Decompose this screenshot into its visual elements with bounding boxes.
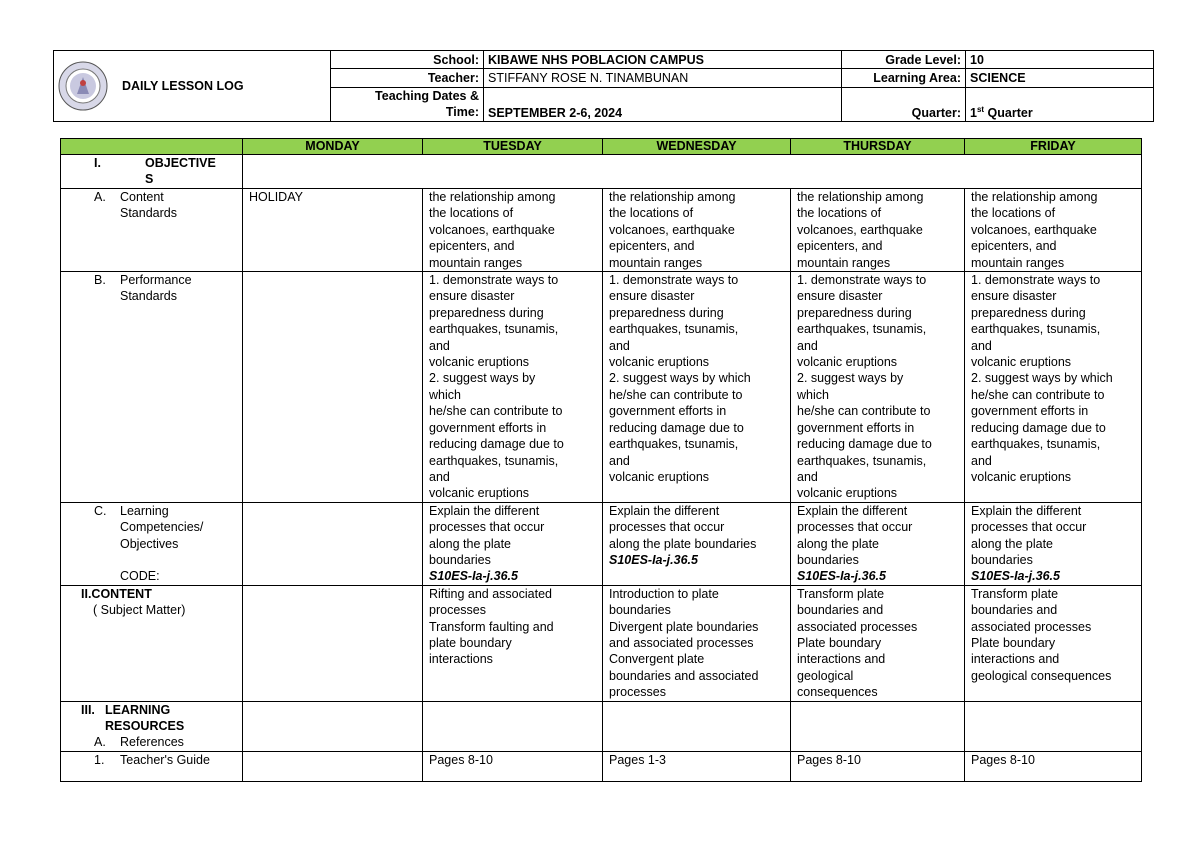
table-cell: the relationship among the locations of volcanoes, earthquake epicenters, and mountain ranges (603, 189, 791, 272)
learning-area-label: Learning Area: (842, 69, 966, 87)
table-cell (243, 272, 423, 503)
performance-standards-row (61, 272, 1142, 503)
day-header-row (61, 139, 1142, 155)
competency-code: S10ES-Ia-j.36.5 (971, 569, 1060, 584)
table-cell: 1. demonstrate ways to ensure disaster preparedness during earthquakes, tsunamis, and volcanic eruptions 2. suggest ways by which he/she can contribute to government efforts in reducing damage due to earthquakes, tsunamis, and volcanic eruptions (603, 272, 791, 503)
table-cell: Explain the different processes that occur along the plate boundaries S10ES-Ia-j.36.5 (423, 502, 603, 585)
teaching-dates-value: SEPTEMBER 2-6, 2024 (484, 87, 842, 122)
content-row (61, 585, 1142, 701)
day-header: WEDNESDAY (603, 139, 791, 155)
teacher-value: STIFFANY ROSE N. TINAMBUNAN (484, 69, 842, 87)
table-cell (965, 701, 1142, 751)
performance-standards-label: B. Performance Standards (61, 272, 243, 503)
day-header: TUESDAY (423, 139, 603, 155)
table-cell: Rifting and associated processes Transform faulting and plate boundary interactions (423, 585, 603, 701)
table-cell: Explain the different processes that occur along the plate boundaries S10ES-Ia-j.36.5 (791, 502, 965, 585)
table-cell (243, 502, 423, 585)
objectives-cell (243, 155, 1142, 189)
lesson-log-table (60, 138, 1142, 782)
school-value: KIBAWE NHS POBLACION CAMPUS (484, 51, 842, 69)
teacher-label: Teacher: (331, 69, 484, 87)
table-cell (243, 701, 423, 751)
learning-area-value: SCIENCE (966, 69, 1154, 87)
table-cell: 1. demonstrate ways to ensure disaster preparedness during earthquakes, tsunamis, and volcanic eruptions 2. suggest ways by which he/she can contribute to government efforts in reducing damage due to earthquakes, tsunamis, and volcanic eruptions (965, 272, 1142, 503)
competency-code: S10ES-Ia-j.36.5 (609, 552, 698, 567)
teaching-dates-label: Teaching Dates & Time: (331, 87, 484, 122)
table-cell: Introduction to plate boundaries Divergent plate boundaries and associated processes Convergent plate boundaries and associated processes (603, 585, 791, 701)
school-label: School: (331, 51, 484, 69)
teachers-guide-row (61, 751, 1142, 781)
table-cell: Transform plate boundaries and associated processes Plate boundary interactions and geological consequences (965, 585, 1142, 701)
content-standards-label: A. Content Standards (61, 189, 243, 272)
table-cell: 1. demonstrate ways to ensure disaster preparedness during earthquakes, tsunamis, and volcanic eruptions 2. suggest ways by which he/she can contribute to government efforts in reducing damage due to earthquakes, tsunamis, and volcanic eruptions (423, 272, 603, 503)
day-header: FRIDAY (965, 139, 1142, 155)
day-header-blank (61, 139, 243, 155)
learning-competencies-row (61, 502, 1142, 585)
document-title: DAILY LESSON LOG (122, 79, 244, 93)
competency-code: S10ES-Ia-j.36.5 (797, 569, 886, 584)
table-cell: 1. demonstrate ways to ensure disaster preparedness during earthquakes, tsunamis, and volcanic eruptions 2. suggest ways by which he/she can contribute to government efforts in reducing damage due to earthquakes, tsunamis, and volcanic eruptions (791, 272, 965, 503)
table-cell (243, 751, 423, 781)
table-cell: Transform plate boundaries and associated processes Plate boundary interactions and geological consequences (791, 585, 965, 701)
learning-resources-label: III. LEARNING RESOURCES A. References (61, 701, 243, 751)
grade-level-value: 10 (966, 51, 1154, 69)
table-cell: Pages 8-10 (791, 751, 965, 781)
day-header: MONDAY (243, 139, 423, 155)
table-cell: Explain the different processes that occur along the plate boundaries S10ES-Ia-j.36.5 (965, 502, 1142, 585)
grade-level-label: Grade Level: (842, 51, 966, 69)
table-cell (603, 701, 791, 751)
deped-seal-icon (58, 61, 108, 111)
learning-resources-row (61, 701, 1142, 751)
table-cell: the relationship among the locations of volcanoes, earthquake epicenters, and mountain ranges (423, 189, 603, 272)
learning-competencies-label: C. Learning Competencies/ Objectives CODE: (61, 502, 243, 585)
lesson-log-header (53, 50, 1154, 122)
quarter-label: Quarter: (842, 87, 966, 122)
table-cell (791, 701, 965, 751)
table-cell: the relationship among the locations of volcanoes, earthquake epicenters, and mountain ranges (965, 189, 1142, 272)
table-cell: Pages 8-10 (423, 751, 603, 781)
content-label: II.CONTENT ( Subject Matter) (61, 585, 243, 701)
objectives-row (61, 155, 1142, 189)
competency-code: S10ES-Ia-j.36.5 (429, 569, 518, 584)
title-cell (54, 51, 331, 122)
quarter-value: 1st Quarter (966, 87, 1154, 122)
table-cell: Explain the different processes that occur along the plate boundaries S10ES-Ia-j.36.5 (603, 502, 791, 585)
content-standards-row (61, 189, 1142, 272)
table-cell (423, 701, 603, 751)
objectives-label: I. OBJECTIVE S (61, 155, 243, 189)
table-cell: HOLIDAY (243, 189, 423, 272)
day-header: THURSDAY (791, 139, 965, 155)
teachers-guide-label: 1. Teacher's Guide (61, 751, 243, 781)
table-cell: Pages 1-3 (603, 751, 791, 781)
table-cell: the relationship among the locations of volcanoes, earthquake epicenters, and mountain ranges (791, 189, 965, 272)
table-cell (243, 585, 423, 701)
table-cell: Pages 8-10 (965, 751, 1142, 781)
